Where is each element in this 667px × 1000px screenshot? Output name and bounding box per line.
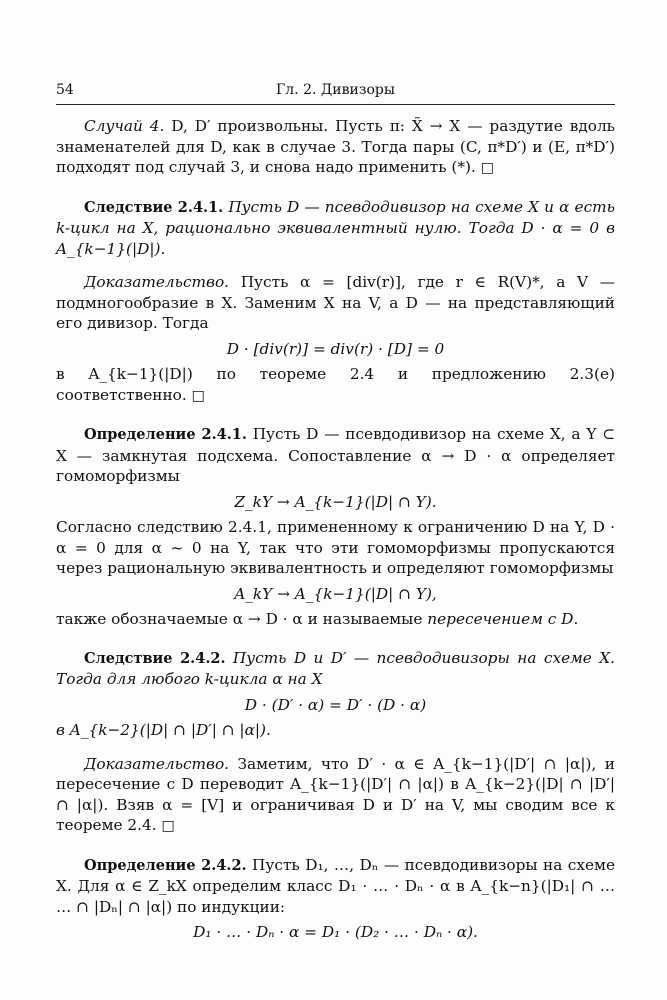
corollary-2-4-2-after: в A_{k−2}(|D| ∩ |D′| ∩ |α|). <box>56 721 271 739</box>
proof-2-paragraph <box>56 754 615 837</box>
definition-2-4-2-text: Пусть D₁, …, Dₙ — псевдодивизоры на схеме X. Для α ∈ Z_kX определим класс D₁ · … · Dₙ · α в A_{k−n}(|D₁| ∩ … … ∩ |Dₙ| ∩ |α|) по индукции: <box>56 855 615 916</box>
definition-2-4-1-continuation: Согласно следствию 2.4.1, примененному к ограничению D на Y, D · α = 0 для α ~ 0 на Y, так что эти гомоморфизмы пропускаются через рациональную эквивалентность и определяют гомоморфизмы <box>56 518 615 577</box>
corollary-2-4-2-text: Пусть D и D′ — псевдодивизоры на схеме X. Тогда для любого k-цикла α на X <box>56 648 615 688</box>
proof-1-lead: Доказательство. <box>84 273 230 291</box>
definition-2-4-1-heading: Определение 2.4.1. <box>84 426 247 443</box>
case-4-text: D, D′ произвольны. Пусть π: X̃ → X — раздутие вдоль знаменателей для D, как в случае 3. Тогда пары (C, π*D′) и (E, π*D′) подходят под случай 3, и снова надо применить (*). <box>56 117 615 176</box>
qed-icon: □ <box>191 387 205 404</box>
definition-2-4-2-display: D₁ · … · Dₙ · α = D₁ · (D₂ · … · Dₙ · α). <box>193 923 478 941</box>
definition-2-4-1-text: Пусть D — псевдодивизор на схеме X, а Y ⊂ X — замкнутая подсхема. Сопоставление α → D · α определяет гомоморфизмы <box>56 425 616 485</box>
proof-1-text: Пусть α = [div(r)], где r ∈ R(V)*, а V — подмногообразие в X. Заменим X на V, а D — на представляющий его дивизор. Тогда <box>56 273 615 332</box>
proof-1-conclusion <box>56 364 615 406</box>
definition-2-4-1-closing-a: также обозначаемые α → D · α и называемые <box>56 610 428 628</box>
definition-2-4-2 <box>56 855 615 918</box>
definition-2-4-1-term: пересечением с D <box>427 610 574 628</box>
definition-2-4-1-display-1: Z_kY → A_{k−1}(|D| ∩ Y). <box>234 492 437 511</box>
case-4-paragraph <box>56 116 615 179</box>
corollary-2-4-2-heading: Следствие 2.4.2. <box>84 649 226 667</box>
corollary-2-4-2-display: D · (D′ · α) = D′ · (D · α) <box>244 695 427 714</box>
proof-2-lead: Доказательство. <box>84 754 230 773</box>
running-title: Гл. 2. Дивизоры <box>276 82 395 98</box>
definition-2-4-1-closing-b: . <box>573 610 579 628</box>
proof-2-text: Заметим, что D′ · α ∈ A_{k−1}(|D′| ∩ |α|), и пересечение с D переводит A_{k−1}(|D′| ∩ |α|) в A_{k−2}(|D| ∩ |D′| ∩ |α|). Взяв α = [V] и ограничивая D и D′ на V, мы сводим все к теореме 2.4. <box>56 754 615 834</box>
definition-2-4-1-display-2: A_kY → A_{k−1}(|D| ∩ Y), <box>234 584 437 603</box>
definition-2-4-1 <box>56 424 615 487</box>
corollary-2-4-1 <box>56 197 615 260</box>
running-header <box>56 82 615 104</box>
proof-1-display-formula: D · [div(r)] = div(r) · [D] = 0 <box>226 339 445 358</box>
page-number: 54 <box>56 82 74 98</box>
header-rule <box>56 104 615 105</box>
corollary-2-4-1-heading: Следствие 2.4.1. <box>84 198 224 216</box>
qed-icon: □ <box>161 818 175 834</box>
definition-2-4-2-heading: Определение 2.4.2. <box>84 856 247 874</box>
corollary-2-4-2 <box>56 648 615 690</box>
proof-1-paragraph <box>56 272 615 334</box>
corollary-2-4-1-text: Пусть D — псевдодивизор на схеме X и α есть k-цикл на X, рационально эквивалентный нулю. Тогда D · α = 0 в A_{k−1}(|D|). <box>56 197 615 258</box>
qed-icon: □ <box>480 160 494 176</box>
page-body <box>56 116 615 948</box>
definition-2-4-1-closing <box>56 609 615 630</box>
case-4-lead: Случай 4. <box>84 117 165 135</box>
proof-1-after: в A_{k−1}(|D|) по теореме 2.4 и предложению 2.3(e) соответственно. <box>56 365 615 404</box>
